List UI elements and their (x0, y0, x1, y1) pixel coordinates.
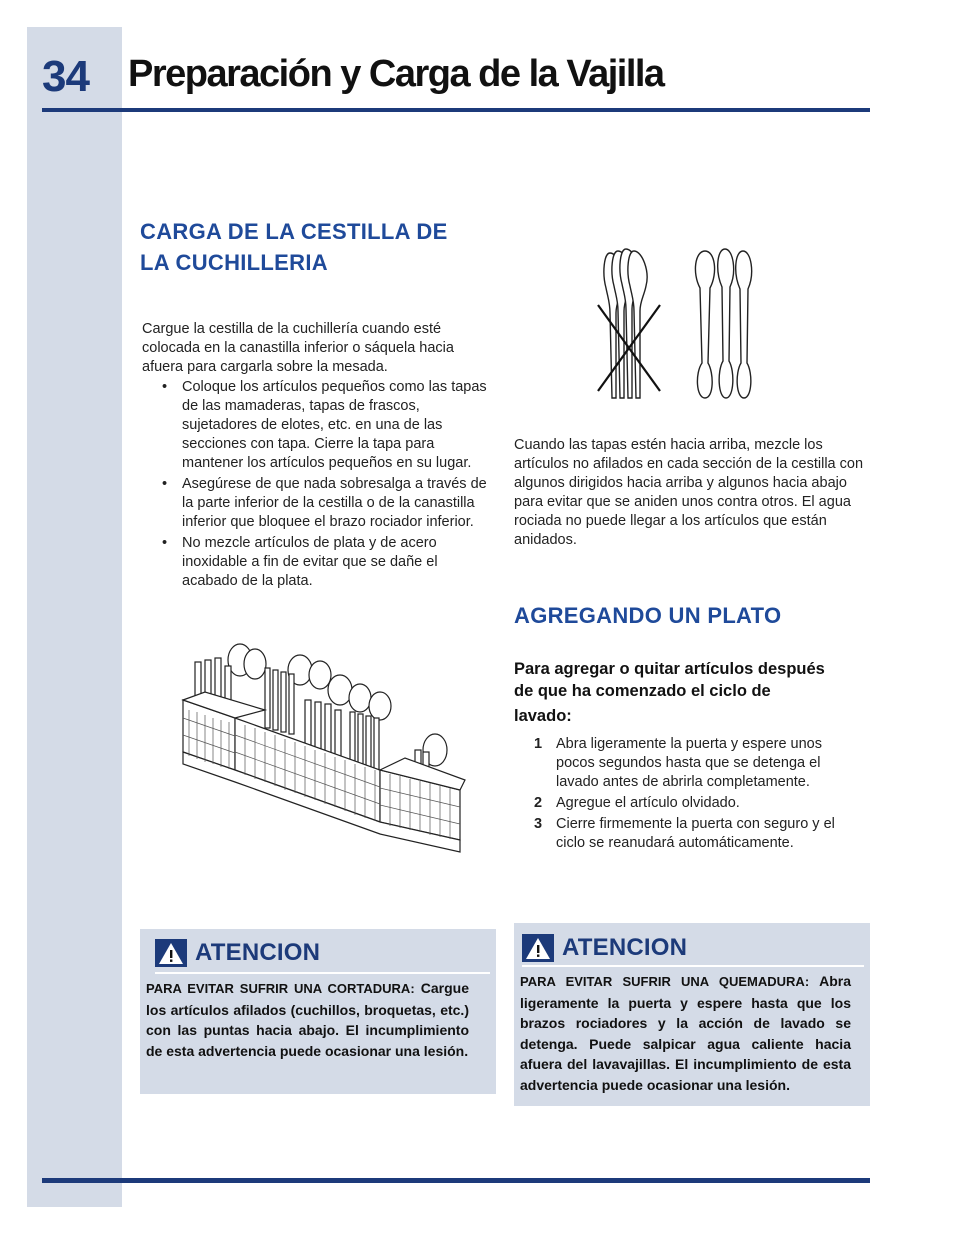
step-text: Cierre firmemente la puerta con seguro y el ciclo se reanudará automáticamente. (556, 816, 835, 851)
nested-spoons-illustration (590, 243, 775, 405)
warning-text (520, 971, 851, 1095)
warning-triangle-icon (522, 934, 554, 962)
warning-title: ATENCION (195, 939, 321, 966)
warning-body: Cargue los artículos afilados (cuchillos, broquetas, etc.) con las puntas hacia abajo. El incumplimiento de esta advertencia puede ocasionar una lesión. (146, 980, 470, 1059)
add-dish-subheading (514, 658, 874, 727)
warning-lead: PARA EVITAR SUFRIR UNA QUEMADURA: (520, 974, 810, 989)
warning-lead: PARA EVITAR SUFRIR UNA CORTADURA: (146, 981, 415, 996)
intro-paragraph: Cargue la cestilla de la cuchillería cuando esté colocada en la canastilla inferior o sáquela hacia afuera para cargarla sobre la mesada. (142, 321, 454, 375)
heading-line: CARGA DE LA CESTILLA DE (140, 219, 448, 244)
footer-rule (42, 1178, 870, 1183)
list-item: • Asegúrese de que nada sobresalga a través de la parte inferior de la cestilla o de la canastilla inferior que bloquee el brazo rociador inferior. (142, 475, 492, 532)
warning-divider (155, 972, 490, 974)
step-number: 2 (534, 795, 543, 811)
page-sidebar-band (27, 27, 122, 1207)
cutlery-basket-illustration (175, 640, 475, 870)
steps-list (514, 735, 864, 855)
step-text: Agregue el artículo olvidado. (556, 795, 740, 811)
step-text: Abra ligeramente la puerta y espere unos pocos segundos hasta que se detenga el lavado antes de abrirla completamente. (556, 736, 822, 790)
subheading-line: lavado: (514, 707, 572, 725)
section-heading-cutlery-basket (140, 216, 500, 278)
list-item (514, 735, 864, 792)
header-rule (42, 108, 870, 112)
step-number: 1 (534, 736, 543, 752)
nested-items-paragraph: Cuando las tapas estén hacia arriba, mezcle los artículos no afilados en cada sección de la cestilla con algunos dirigidos hacia arriba y algunos hacia abajo para evitar que se aniden unos contra otros. El agua rociada no puede llegar a los artículos que están anidados. (514, 437, 864, 548)
warning-body: Abra ligeramente la puerta y espere hasta que los brazos rociadores y la acción de lavado se detenga. Puede salpicar agua caliente hacia afuera del lavavajillas. El incumplimiento de esta advertencia puede ocasionar una lesión. (520, 973, 851, 1093)
subheading-line: de que ha comenzado el ciclo de (514, 682, 771, 700)
step-number: 3 (534, 816, 543, 832)
warning-box-cut (140, 929, 496, 1094)
list-item (514, 815, 864, 853)
list-item: • No mezcle artículos de plata y de acero inoxidable a fin de evitar que se dañe el acabado de la plata. (142, 534, 492, 591)
page-number: 34 (42, 52, 89, 101)
heading-line: LA CUCHILLERIA (140, 250, 328, 275)
warning-box-burn (514, 923, 870, 1106)
warning-text (146, 978, 469, 1061)
section-heading-add-dish: AGREGANDO UN PLATO (514, 603, 782, 628)
list-item (514, 794, 864, 813)
subheading-line: Para agregar o quitar artículos después (514, 660, 825, 678)
warning-header (522, 934, 687, 962)
list-item: • Coloque los artículos pequeños como las tapas de las mamaderas, tapas de frascos, sujetadores de elotes, etc. en una de las secciones con tapa. Cierre la tapa para mantener los artículos pequeños en su lugar. (142, 378, 492, 473)
warning-divider (522, 965, 864, 967)
warning-title: ATENCION (562, 934, 688, 961)
warning-header (155, 939, 320, 967)
bullet-list (142, 378, 492, 593)
page-title: Preparación y Carga de la Vajilla (128, 53, 664, 95)
warning-triangle-icon (155, 939, 187, 967)
